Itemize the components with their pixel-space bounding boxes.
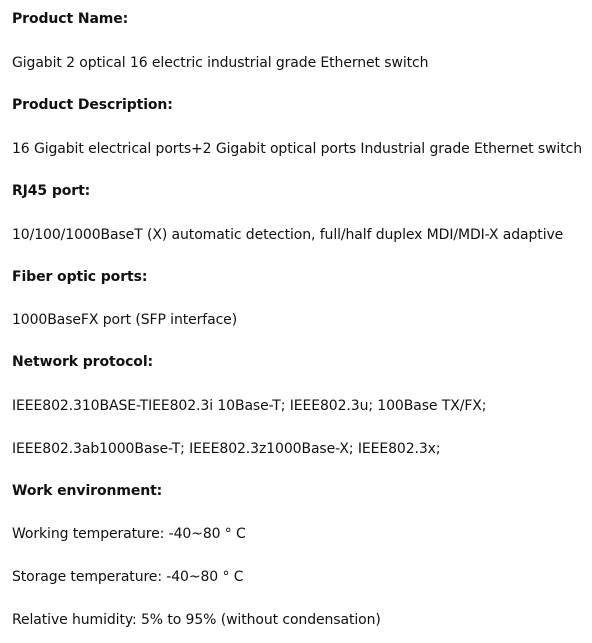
product-description-heading: Product Description:: [12, 97, 173, 113]
product-name-heading: Product Name:: [12, 11, 129, 27]
network-protocol-line-1: IEEE802.310BASE-TIEE802.3i 10Base-T; IEEE802.3u; 100Base TX/FX;: [12, 398, 487, 414]
fiber-optic-ports-heading: Fiber optic ports:: [12, 269, 148, 285]
relative-humidity-value: Relative humidity: 5% to 95% (without condensation): [12, 612, 381, 628]
work-environment-heading: Work environment:: [12, 483, 163, 499]
rj45-port-value: 10/100/1000BaseT (X) automatic detection, full/half duplex MDI/MDI-X adaptive: [12, 227, 564, 243]
fiber-optic-ports-value: 1000BaseFX port (SFP interface): [12, 312, 238, 328]
network-protocol-heading: Network protocol:: [12, 354, 154, 370]
rj45-port-heading: RJ45 port:: [12, 183, 91, 199]
product-name-value: Gigabit 2 optical 16 electric industrial grade Ethernet switch: [12, 55, 429, 71]
storage-temperature-value: Storage temperature: -40~80 ° C: [12, 569, 244, 585]
working-temperature-value: Working temperature: -40~80 ° C: [12, 526, 246, 542]
product-description-value: 16 Gigabit electrical ports+2 Gigabit optical ports Industrial grade Ethernet switch: [12, 141, 582, 157]
network-protocol-line-2: IEEE802.3ab1000Base-T; IEEE802.3z1000Base-X; IEEE802.3x;: [12, 441, 441, 457]
